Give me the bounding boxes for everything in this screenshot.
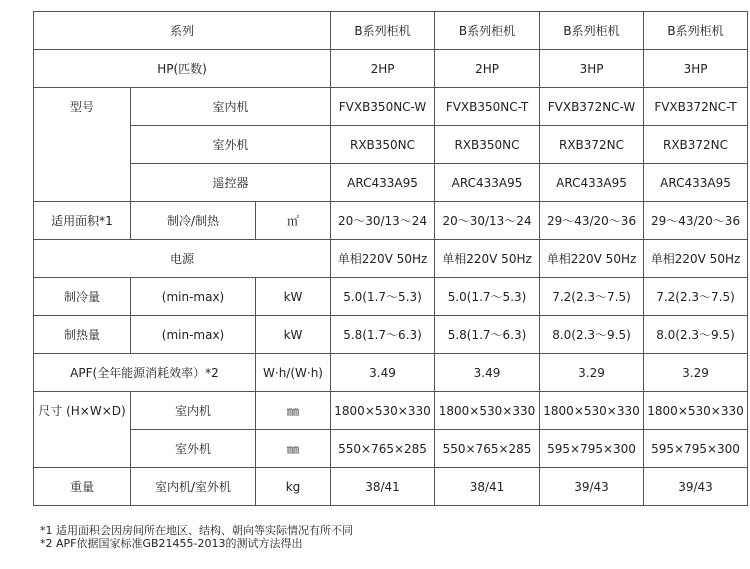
heating-cell: 8.0(2.3～9.5) bbox=[644, 316, 748, 354]
row-apf bbox=[34, 354, 748, 392]
indoor-model-cell: FVXB372NC-T bbox=[644, 88, 748, 126]
row-weight bbox=[34, 468, 748, 506]
row-heating bbox=[34, 316, 748, 354]
weight-cell: 39/43 bbox=[540, 468, 644, 506]
power-cell: 单相220V 50Hz bbox=[644, 240, 748, 278]
size-indoor-cell: 1800×530×330 bbox=[644, 392, 748, 430]
row-model-outdoor bbox=[34, 126, 748, 164]
size-outdoor-cell: 550×765×285 bbox=[331, 430, 435, 468]
apf-cell: 3.29 bbox=[644, 354, 748, 392]
apf-unit: W·h/(W·h) bbox=[256, 354, 331, 392]
power-label: 电源 bbox=[34, 240, 331, 278]
remote-label: 遥控器 bbox=[131, 164, 331, 202]
apf-cell: 3.49 bbox=[435, 354, 540, 392]
area-cell: 20～30/13～24 bbox=[331, 202, 435, 240]
area-sub-label: 制冷/制热 bbox=[131, 202, 256, 240]
size-indoor-cell: 1800×530×330 bbox=[540, 392, 644, 430]
row-area bbox=[34, 202, 748, 240]
heating-cell: 5.8(1.7～6.3) bbox=[435, 316, 540, 354]
model-label: 型号 bbox=[34, 88, 131, 202]
hp-cell: 2HP bbox=[331, 50, 435, 88]
remote-model-cell: ARC433A95 bbox=[644, 164, 748, 202]
remote-model-cell: ARC433A95 bbox=[331, 164, 435, 202]
weight-cell: 38/41 bbox=[435, 468, 540, 506]
weight-sub-label: 室内机/室外机 bbox=[131, 468, 256, 506]
cooling-sub-label: (min-max) bbox=[131, 278, 256, 316]
row-series bbox=[34, 12, 748, 50]
cooling-label: 制冷量 bbox=[34, 278, 131, 316]
apf-cell: 3.49 bbox=[331, 354, 435, 392]
area-cell: 29～43/20～36 bbox=[644, 202, 748, 240]
area-cell: 29～43/20～36 bbox=[540, 202, 644, 240]
hp-cell: 3HP bbox=[644, 50, 748, 88]
hp-cell: 2HP bbox=[435, 50, 540, 88]
size-outdoor-cell: 595×795×300 bbox=[644, 430, 748, 468]
apf-label: APF(全年能源消耗效率）*2 bbox=[34, 354, 256, 392]
weight-label: 重量 bbox=[34, 468, 131, 506]
cooling-cell: 5.0(1.7～5.3) bbox=[331, 278, 435, 316]
indoor-label: 室内机 bbox=[131, 88, 331, 126]
cooling-cell: 7.2(2.3～7.5) bbox=[644, 278, 748, 316]
indoor-model-cell: FVXB350NC-T bbox=[435, 88, 540, 126]
hp-cell: 3HP bbox=[540, 50, 644, 88]
footnotes bbox=[40, 524, 353, 550]
row-size-indoor bbox=[34, 392, 748, 430]
outdoor-model-cell: RXB350NC bbox=[331, 126, 435, 164]
series-cell: B系列柜机 bbox=[331, 12, 435, 50]
area-unit: ㎡ bbox=[256, 202, 331, 240]
series-cell: B系列柜机 bbox=[435, 12, 540, 50]
outdoor-model-cell: RXB350NC bbox=[435, 126, 540, 164]
row-hp bbox=[34, 50, 748, 88]
weight-cell: 39/43 bbox=[644, 468, 748, 506]
weight-cell: 38/41 bbox=[331, 468, 435, 506]
cooling-cell: 7.2(2.3～7.5) bbox=[540, 278, 644, 316]
heating-sub-label: (min-max) bbox=[131, 316, 256, 354]
size-label: 尺寸 (H×W×D) bbox=[34, 392, 131, 468]
heating-cell: 8.0(2.3～9.5) bbox=[540, 316, 644, 354]
cooling-unit: kW bbox=[256, 278, 331, 316]
size-indoor-cell: 1800×530×330 bbox=[331, 392, 435, 430]
size-unit: ㎜ bbox=[256, 392, 331, 430]
series-cell: B系列柜机 bbox=[644, 12, 748, 50]
series-label: 系列 bbox=[34, 12, 331, 50]
size-outdoor-cell: 550×765×285 bbox=[435, 430, 540, 468]
row-power bbox=[34, 240, 748, 278]
hp-label: HP(匹数) bbox=[34, 50, 331, 88]
row-cooling bbox=[34, 278, 748, 316]
footnote: *2 APF依据国家标准GB21455-2013的测试方法得出 bbox=[40, 537, 303, 550]
outdoor-label: 室外机 bbox=[131, 126, 331, 164]
heating-cell: 5.8(1.7～6.3) bbox=[331, 316, 435, 354]
footnote: *1 适用面积会因房间所在地区、结构、朝向等实际情况有所不同 bbox=[40, 524, 353, 537]
row-model-remote bbox=[34, 164, 748, 202]
power-cell: 单相220V 50Hz bbox=[331, 240, 435, 278]
row-size-outdoor bbox=[34, 430, 748, 468]
size-unit: ㎜ bbox=[256, 430, 331, 468]
area-cell: 20～30/13～24 bbox=[435, 202, 540, 240]
remote-model-cell: ARC433A95 bbox=[540, 164, 644, 202]
power-cell: 单相220V 50Hz bbox=[540, 240, 644, 278]
power-cell: 单相220V 50Hz bbox=[435, 240, 540, 278]
outdoor-model-cell: RXB372NC bbox=[644, 126, 748, 164]
heating-unit: kW bbox=[256, 316, 331, 354]
outdoor-model-cell: RXB372NC bbox=[540, 126, 644, 164]
cooling-cell: 5.0(1.7～5.3) bbox=[435, 278, 540, 316]
area-label: 适用面积*1 bbox=[34, 202, 131, 240]
indoor-model-cell: FVXB372NC-W bbox=[540, 88, 644, 126]
remote-model-cell: ARC433A95 bbox=[435, 164, 540, 202]
size-outdoor-cell: 595×795×300 bbox=[540, 430, 644, 468]
series-cell: B系列柜机 bbox=[540, 12, 644, 50]
row-model-indoor bbox=[34, 88, 748, 126]
weight-unit: kg bbox=[256, 468, 331, 506]
size-indoor-label: 室内机 bbox=[131, 392, 256, 430]
heating-label: 制热量 bbox=[34, 316, 131, 354]
size-outdoor-label: 室外机 bbox=[131, 430, 256, 468]
indoor-model-cell: FVXB350NC-W bbox=[331, 88, 435, 126]
apf-cell: 3.29 bbox=[540, 354, 644, 392]
spec-table bbox=[33, 11, 748, 506]
size-indoor-cell: 1800×530×330 bbox=[435, 392, 540, 430]
